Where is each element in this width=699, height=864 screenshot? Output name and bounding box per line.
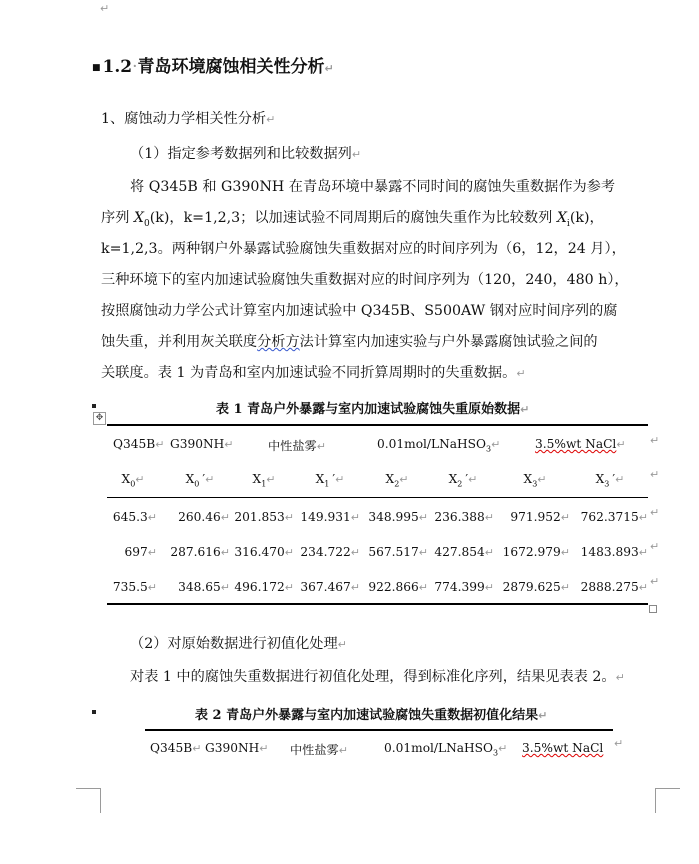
paragraph-mark: ↵ <box>615 671 625 684</box>
paragraph-2 <box>130 666 625 686</box>
paragraph-mark: ↵ <box>284 581 294 594</box>
cell-value: 348.65 <box>178 580 221 594</box>
table-2-top-rule <box>145 729 613 731</box>
subsection-title <box>101 108 275 128</box>
column-header-subscript: 3 <box>532 479 538 489</box>
paragraph-mark: ↵ <box>616 438 626 451</box>
paragraph-line: 三种环境下的室内加速试验腐蚀失重数据对应的时间序列为（120，240，480 h）， <box>101 272 629 288</box>
column-header-variable: X <box>121 472 131 486</box>
cell-value: 348.995 <box>368 510 419 524</box>
paragraph-mark: ↵ <box>316 440 326 453</box>
table-cell <box>170 510 230 524</box>
table-cell <box>500 510 570 524</box>
paragraph-mark: ↵ <box>266 113 276 126</box>
step-title-2 <box>130 633 347 653</box>
cell-value: 367.467 <box>300 580 351 594</box>
cell-value: 2888.275 <box>580 580 639 594</box>
paragraph-line <box>101 331 598 351</box>
variable-subscript: i <box>566 218 570 229</box>
page-corner-mark <box>655 788 680 813</box>
row-end-mark: ↵ <box>650 540 660 553</box>
table-resize-handle[interactable] <box>649 605 657 613</box>
paragraph-line: 将 Q345B 和 G390NH 在青岛环境中暴露不同时间的腐蚀失重数据作为参考 <box>130 179 616 195</box>
paragraph-mark: ↵ <box>615 473 625 486</box>
table-cell <box>109 545 157 559</box>
paragraph-mark: ↵ <box>538 709 548 722</box>
paragraph-mark: ↵ <box>100 2 110 15</box>
cell-value: 149.931 <box>300 510 351 524</box>
table-1-column-header <box>574 472 646 488</box>
table-1-group-header <box>268 437 326 454</box>
column-header-prime: ′ <box>202 472 206 486</box>
column-header-prime: ′ <box>332 472 336 486</box>
cell-value: 922.866 <box>368 580 419 594</box>
heading-title: 青岛环境腐蚀相关性分析 <box>137 57 325 77</box>
column-header-subscript: 1 <box>324 479 330 489</box>
text-run: (k)，k=1,2,3；以加速试验不同周期后的腐蚀失重作为比较数列 <box>149 210 557 226</box>
cell-value: 697 <box>124 545 148 559</box>
paragraph-mark: ↵ <box>638 546 648 559</box>
table-cell <box>366 545 428 559</box>
step-title-1-text: （1）指定参考数据列和比较数据列 <box>130 146 352 162</box>
table-cell <box>300 545 360 559</box>
paragraph-line: k=1,2,3。两种钢户外暴露试验腐蚀失重数据对应的时间序列为（6，12，24 月）， <box>101 241 626 257</box>
table-1-column-header <box>434 472 492 488</box>
cell-value: 1483.893 <box>580 545 639 559</box>
paragraph-mark: ↵ <box>192 742 202 755</box>
column-header-variable: X <box>252 472 262 486</box>
variable-x0: X <box>133 210 144 226</box>
column-header-variable: X <box>448 472 458 486</box>
paragraph-mark: ↵ <box>498 742 508 755</box>
table-2-group-header <box>205 741 269 755</box>
paragraph-mark: ↵ <box>135 473 145 486</box>
variable-subscript: 0 <box>144 218 150 229</box>
cell-value: 236.388 <box>434 510 485 524</box>
paragraph-mark: ↵ <box>484 546 494 559</box>
paragraph-mark: ↵ <box>638 581 648 594</box>
group-label-q345b: Q345B <box>150 741 193 755</box>
table-1-column-header <box>502 472 568 488</box>
paragraph-mark: ↵ <box>468 473 478 486</box>
table-2-caption <box>195 704 547 723</box>
table-move-handle[interactable]: ✥ <box>93 412 106 425</box>
table-1-column-header <box>368 472 426 488</box>
paragraph-mark: ↵ <box>350 546 360 559</box>
paragraph-mark: ↵ <box>484 511 494 524</box>
cell-value: 774.399 <box>434 580 485 594</box>
paragraph-mark: ↵ <box>350 511 360 524</box>
table-cell <box>234 510 294 524</box>
paragraph-mark: ↵ <box>147 511 157 524</box>
table-1-top-rule <box>107 424 648 426</box>
column-header-variable: X <box>185 472 195 486</box>
cell-value: 971.952 <box>510 510 561 524</box>
row-end-mark: ↵ <box>614 737 624 750</box>
paragraph-mark: ↵ <box>220 511 230 524</box>
paragraph-mark: ↵ <box>338 744 348 757</box>
cell-value: 496.172 <box>234 580 285 594</box>
cell-value: 234.722 <box>300 545 351 559</box>
table-cell <box>300 510 360 524</box>
step-title-1 <box>130 143 361 163</box>
cell-value: 735.5 <box>112 580 148 594</box>
heading-bullet: ■ <box>92 62 101 73</box>
paragraph-mark: ↵ <box>284 546 294 559</box>
table-1-column-header <box>172 472 228 488</box>
group-label-nacl: 3.5%wt NaCl <box>522 741 604 755</box>
table-1-caption-text: 表 1 青岛户外暴露与室内加速试验腐蚀失重原始数据 <box>216 402 521 417</box>
paragraph-mark: ↵ <box>324 62 334 75</box>
column-header-variable: X <box>315 472 325 486</box>
paragraph-mark: ↵ <box>350 581 360 594</box>
table-cell <box>572 580 648 594</box>
paragraph-line <box>101 207 604 229</box>
table-2-caption-text: 表 2 青岛户外暴露与室内加速试验腐蚀失重数据初值化结果 <box>195 708 539 723</box>
table-cell <box>500 545 570 559</box>
cell-value: 260.46 <box>178 510 221 524</box>
paragraph-mark: ↵ <box>418 581 428 594</box>
table-cell <box>366 580 428 594</box>
subsection-title-text: 1、腐蚀动力学相关性分析 <box>101 111 267 127</box>
paragraph-mark: ↵ <box>337 638 347 651</box>
text-run: 序列 <box>101 210 134 226</box>
cell-value: 2879.625 <box>502 580 561 594</box>
paragraph-mark: ↵ <box>520 403 530 416</box>
table-2-group-header <box>522 741 603 755</box>
paragraph-line <box>101 362 526 382</box>
group-label-q345b: Q345B <box>113 437 156 451</box>
cell-value: 762.3715 <box>580 510 639 524</box>
table-cell <box>432 510 494 524</box>
text-run: (k)， <box>569 210 604 226</box>
list-bullet <box>92 710 96 714</box>
column-header-prime: ′ <box>465 472 469 486</box>
row-end-mark: ↵ <box>650 575 660 588</box>
paragraph-2-text: 对表 1 中的腐蚀失重数据进行初值化处理，得到标准化序列，结果见表表 2。 <box>130 669 616 685</box>
paragraph-mark: ↵ <box>560 581 570 594</box>
group-label-neutral-salt-spray: 中性盐雾 <box>268 439 317 453</box>
group-label-nahso3: 0.01mol/LNaHSO <box>377 437 487 451</box>
variable-xi: X <box>556 210 567 226</box>
column-header-variable: X <box>595 472 605 486</box>
paragraph-mark: ↵ <box>560 511 570 524</box>
table-cell <box>300 580 360 594</box>
paragraph-mark: ↵ <box>399 473 409 486</box>
table-1-group-header <box>113 437 164 451</box>
cell-value: 427.854 <box>434 545 485 559</box>
paragraph-mark: ↵ <box>259 742 269 755</box>
row-end-mark: ↵ <box>650 506 660 519</box>
group-label-nacl: 3.5%wt NaCl <box>535 437 617 451</box>
table-1-column-header <box>111 472 155 488</box>
table-cell <box>572 545 648 559</box>
column-header-subscript: 3 <box>604 479 610 489</box>
table-cell <box>170 545 230 559</box>
table-2-group-header <box>290 741 348 758</box>
paragraph-mark: ↵ <box>220 581 230 594</box>
paragraph-mark: ↵ <box>491 438 501 451</box>
group-label-g390nh: G390NH <box>205 741 260 755</box>
table-2-group-header <box>150 741 201 755</box>
table-cell <box>432 580 494 594</box>
table-2-group-header <box>384 741 507 757</box>
table-cell <box>432 545 494 559</box>
group-label-subscript: 3 <box>486 444 492 454</box>
paragraph-mark: ↵ <box>155 438 165 451</box>
paragraph-line: 按照腐蚀动力学公式计算室内加速试验中 Q345B、S500AW 钢对应时间序列的腐 <box>101 303 618 319</box>
cell-value: 1672.979 <box>502 545 561 559</box>
column-header-variable: X <box>385 472 395 486</box>
grammar-underline-text: 分析方 <box>257 334 300 350</box>
section-heading: ■ 1.2·青岛环境腐蚀相关性分析↵ <box>92 57 334 77</box>
table-cell <box>500 580 570 594</box>
row-end-mark: ↵ <box>650 468 660 481</box>
paragraph-mark: ↵ <box>266 473 276 486</box>
group-label-subscript: 3 <box>493 748 499 758</box>
group-label-nahso3: 0.01mol/LNaHSO <box>384 741 494 755</box>
group-label-g390nh: G390NH <box>170 437 225 451</box>
text-run: 关联度。表 1 为青岛和室内加速试验不同折算周期时的失重数据。 <box>101 365 517 381</box>
table-1-bottom-rule <box>107 603 648 605</box>
paragraph-mark: ↵ <box>220 546 230 559</box>
text-run: 蚀失重，并利用灰关联度 <box>101 334 258 350</box>
paragraph-mark: ↵ <box>418 546 428 559</box>
cell-value: 287.616 <box>170 545 221 559</box>
paragraph-mark: ↵ <box>418 511 428 524</box>
row-end-mark: ↵ <box>650 434 660 447</box>
column-header-subscript: 1 <box>261 479 267 489</box>
paragraph-mark: ↵ <box>335 473 345 486</box>
paragraph-mark: ↵ <box>516 367 526 380</box>
column-header-variable: X <box>523 472 533 486</box>
paragraph-mark: ↵ <box>147 546 157 559</box>
paragraph-mark: ↵ <box>560 546 570 559</box>
table-cell <box>170 580 230 594</box>
paragraph-mark: ↵ <box>537 473 547 486</box>
list-bullet <box>92 404 96 408</box>
column-header-prime: ′ <box>612 472 616 486</box>
table-cell <box>366 510 428 524</box>
column-header-subscript: 2 <box>457 479 463 489</box>
column-header-subscript: 2 <box>394 479 400 489</box>
column-header-subscript: 0 <box>130 479 136 489</box>
cell-value: 567.517 <box>368 545 419 559</box>
cell-value: 316.470 <box>234 545 285 559</box>
table-1-group-header <box>377 437 500 453</box>
table-1-group-header <box>535 437 626 451</box>
table-1-column-header <box>302 472 358 488</box>
table-1-caption <box>216 398 529 417</box>
table-cell <box>109 580 157 594</box>
table-cell <box>234 545 294 559</box>
table-1-column-header <box>236 472 292 488</box>
paragraph-mark: ↵ <box>351 148 362 161</box>
heading-number: 1.2 <box>102 57 133 77</box>
table-cell <box>109 510 157 524</box>
table-cell <box>234 580 294 594</box>
group-label-neutral-salt-spray: 中性盐雾 <box>290 743 339 757</box>
paragraph-mark: ↵ <box>147 581 157 594</box>
paragraph-mark: ↵ <box>638 511 648 524</box>
table-1-group-header <box>170 437 234 451</box>
table-1-mid-rule <box>107 497 648 498</box>
cell-value: 201.853 <box>234 510 285 524</box>
column-header-subscript: 0 <box>194 479 200 489</box>
paragraph-mark: ↵ <box>484 581 494 594</box>
table-cell <box>572 510 648 524</box>
text-run: 法计算室内加速实验与户外暴露腐蚀试验之间的 <box>299 334 598 350</box>
paragraph-mark: ↵ <box>224 438 234 451</box>
step-title-2-text: （2）对原始数据进行初值化处理 <box>130 636 338 652</box>
paragraph-mark: ↵ <box>205 473 215 486</box>
cell-value: 645.3 <box>112 510 148 524</box>
page-corner-mark <box>76 788 101 813</box>
paragraph-mark: ↵ <box>284 511 294 524</box>
